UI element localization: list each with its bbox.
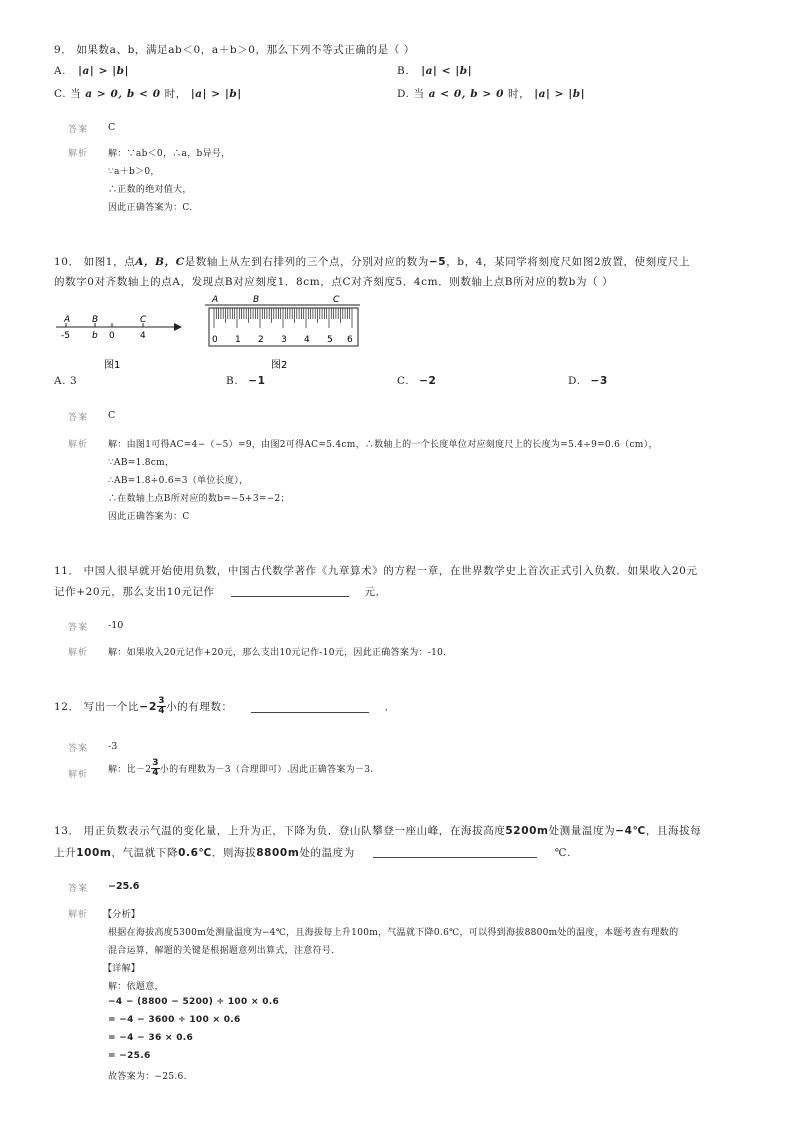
q9-option-d-cond: a < 0, b > 0 — [428, 88, 505, 100]
q9-stem: 9． 如果数a、b，满足ab＜0，a＋b＞0，那么下列不等式正确的是（ ） — [54, 44, 415, 56]
fig1-tick-b: b — [92, 331, 98, 341]
fig2-label-c: C — [333, 295, 340, 305]
fig2-tick-label: 6 — [347, 335, 353, 345]
q9-option-a-prefix: A. — [54, 65, 67, 77]
q9-answer: C — [108, 122, 116, 133]
q9-solution-line: ∴正数的绝对值大， — [108, 185, 192, 195]
q11-answer: -10 — [108, 620, 124, 631]
q10-stem-line2: 的数字0对齐数轴上的点A，发现点B对应刻度1．8cm，点C对齐刻度5．4cm．则数轴上点B所对应的数b为（ ） — [54, 276, 614, 288]
q12-analysis-label: 解析 — [68, 770, 89, 780]
q12-stem-whole: −2 — [139, 700, 158, 713]
q12-answer-blank — [251, 701, 369, 713]
q10-option-b — [226, 375, 266, 387]
q13-stem-2g: 处的温度为 — [299, 847, 355, 859]
fig1-caption: 图1 — [104, 360, 121, 370]
q11-stem-2a: 记作+20元，那么支出10元记作 — [54, 586, 215, 598]
q12-sol-b: 小的有理数为－3（合理即可）.因此正确答案为－3. — [159, 765, 374, 775]
q13-stem-1e: ，且海拔每 — [645, 825, 702, 837]
q13-stem-2b: 100m — [76, 847, 112, 859]
q13-analysis-head: 【分析】 — [103, 910, 141, 920]
q13-stem-1b: 5200m — [505, 825, 549, 837]
q12-solution — [108, 759, 373, 778]
q13-step: = −4 − 36 × 0.6 — [108, 1033, 194, 1043]
q9-solution-line: ∵a＋b＞0， — [108, 167, 160, 177]
q9-option-c-cond: a > 0, b < 0 — [85, 88, 161, 100]
q13-detail-line: 解：依题意， — [108, 982, 164, 992]
q12-fraction — [157, 697, 166, 716]
q10-option-c-prefix: C. — [397, 375, 410, 387]
q13-answer-blank — [373, 846, 537, 858]
fig2-label-b: B — [253, 295, 260, 305]
fig2-tick-label: 5 — [327, 335, 333, 345]
q11-answer-blank — [231, 585, 349, 597]
q10-solution-line: ∴AB=1.8÷0.6=3（单位长度）， — [108, 476, 249, 486]
q10-option-d-prefix: D. — [568, 375, 581, 387]
q9-option-b-prefix: B. — [397, 65, 410, 77]
q12-sol-num: 3 — [152, 758, 159, 768]
q10-stem-1a: 10． 如图1，点 — [54, 256, 136, 268]
fig1-label-a: A — [64, 315, 71, 325]
q9-option-c-prefix: C. 当 — [54, 88, 82, 100]
q11-solution-line: 解：如果收入20元记作+20元，那么支出10元记作-10元，因此正确答案为：-10． — [108, 648, 453, 658]
q12-answer-label: 答案 — [68, 744, 89, 754]
q9-option-c-mid: 时， — [164, 88, 187, 100]
q10-solution-line: ∴在数轴上点B所对应的数b=−5+3=−2； — [108, 494, 290, 504]
q13-stem-1d: −4℃ — [615, 825, 646, 837]
q9-option-d-prefix: D. 当 — [397, 88, 425, 100]
q9-solution-line: 解：∵ab＜0，∴a，b异号， — [108, 149, 231, 159]
q10-stem-1c: ，b，4，某同学将刻度尺如图2放置，使刻度尺上 — [446, 256, 691, 268]
q10-analysis-label: 解析 — [68, 440, 89, 450]
q9-option-d-mid: 时， — [508, 88, 531, 100]
fig1-tick-4: 4 — [140, 331, 146, 341]
q13-stem-2f: 8800m — [256, 847, 300, 859]
q10-answer: C — [108, 410, 116, 421]
q9-answer-label: 答案 — [68, 125, 89, 135]
q10-stem-points: A，B，C — [135, 256, 185, 268]
fig2-tick-label: 2 — [258, 335, 264, 345]
q12-sol-den: 4 — [152, 768, 159, 778]
q9-option-a — [54, 65, 129, 77]
q13-answer-label: 答案 — [68, 884, 89, 894]
q10-answer-label: 答案 — [68, 413, 89, 423]
q12-sol-fraction — [151, 759, 160, 778]
fig2-caption: 图2 — [271, 360, 288, 371]
q13-final: 故答案为：−25.6. — [108, 1072, 187, 1082]
q9-option-a-math: |a| > |b| — [78, 65, 130, 77]
fig2-tick-label: 4 — [304, 335, 310, 345]
q9-option-b — [397, 65, 472, 77]
q12-answer: -3 — [108, 741, 118, 752]
fig2-label-a: A — [212, 295, 219, 305]
q13-stem-2c: ，气温就下降 — [111, 847, 179, 859]
q13-stem-2e: ．则海拔 — [211, 847, 257, 859]
q11-stem-2b: 元． — [364, 586, 387, 598]
q10-figure2-ruler — [205, 293, 365, 373]
q9-solution-line: 因此正确答案为：C. — [108, 203, 193, 213]
fig1-label-b: B — [92, 315, 99, 325]
q10-option-a: A. 3 — [54, 375, 78, 387]
q10-option-d-val: −3 — [590, 375, 608, 387]
q10-figure1-number-line — [52, 310, 187, 370]
q10-solution-line: ∵AB=1.8cm， — [108, 458, 175, 468]
q9-analysis-label: 解析 — [68, 149, 89, 159]
q13-stem-2d: 0.6℃ — [178, 847, 212, 859]
q10-solution-line: 因此正确答案为：C — [108, 512, 190, 522]
fig2-tick-label: 0 — [212, 335, 218, 345]
q9-option-c-math: |a| > |b| — [190, 88, 242, 100]
q12-stem-a: 12． 写出一个比 — [54, 701, 140, 713]
q13-detail-head: 【详解】 — [103, 964, 141, 974]
q10-stem-val: −5 — [428, 256, 447, 268]
q11-stem-line2 — [54, 584, 387, 599]
q13-step: = −25.6 — [108, 1051, 151, 1061]
q10-option-b-prefix: B. — [226, 375, 239, 387]
q12-frac-num: 3 — [158, 696, 166, 706]
fig1-label-c: C — [140, 315, 147, 325]
q12-stem-b: 小的有理数： — [166, 701, 233, 713]
q13-stem-line1 — [54, 823, 701, 838]
fig2-tick-label: 1 — [235, 335, 241, 345]
fig1-tick-0: 0 — [109, 331, 115, 341]
q9-option-d-math: |a| > |b| — [534, 88, 586, 100]
q9-option-d — [397, 86, 585, 101]
q10-option-c — [397, 375, 436, 387]
q10-solution-line: 解：由图1可得AC=4−（−5）=9，由图2可得AC=5.4cm，∴数轴上的一个长度单位对应刻度尺上的长度为=5.4÷9=0.6（cm）， — [108, 440, 658, 450]
q12-frac-den: 4 — [158, 706, 166, 716]
q13-stem-2a: 上升 — [54, 847, 77, 859]
q13-stem-line2 — [54, 845, 571, 860]
q13-stem-2h: ℃. — [554, 847, 572, 859]
q10-option-c-val: −2 — [419, 375, 437, 387]
q13-analysis-line: 混合运算，解题的关键是根据题意列出算式，注意符号． — [108, 946, 341, 956]
q13-analysis-label: 解析 — [68, 910, 89, 920]
q13-stem-1c: 处测量温度为 — [548, 825, 616, 837]
q9-option-b-math: |a| < |b| — [421, 65, 473, 77]
q12-stem-c: ． — [384, 701, 396, 713]
q11-analysis-label: 解析 — [68, 648, 89, 658]
q10-option-d — [568, 375, 608, 387]
q10-option-b-val: −1 — [248, 375, 266, 387]
q13-analysis-line: 根据在海拔高度5300m处测量温度为−4℃，且海拔每上升100m，气温就下降0.6℃，可以得到海拔8800m处的温度，本题考查有理数的 — [108, 928, 679, 938]
q12-sol-a: 解：比－2 — [108, 765, 152, 775]
fig2-tick-label: 3 — [281, 335, 287, 345]
fig1-tick-minus5: -5 — [61, 331, 70, 341]
q13-step: = −4 − 3600 ÷ 100 × 0.6 — [108, 1015, 241, 1025]
q13-answer: −25.6 — [108, 881, 140, 892]
q12-stem — [54, 697, 396, 716]
q10-stem-1b: 是数轴上从左到右排列的三个点，分别对应的数为 — [184, 256, 429, 268]
q10-stem-line1 — [54, 254, 690, 269]
q13-stem-1a: 13． 用正负数表示气温的变化量，上升为正，下降为负．登山队攀登一座山峰，在海拔高度 — [54, 825, 506, 837]
q11-answer-label: 答案 — [68, 623, 89, 633]
q11-stem-line1: 11． 中国人很早就开始使用负数，中国古代数学著作《九章算术》的方程一章，在世界数学史上首次正式引入负数．如果收入20元 — [54, 565, 698, 577]
q9-option-c — [54, 86, 242, 101]
q13-step: −4 − (8800 − 5200) ÷ 100 × 0.6 — [108, 997, 280, 1007]
